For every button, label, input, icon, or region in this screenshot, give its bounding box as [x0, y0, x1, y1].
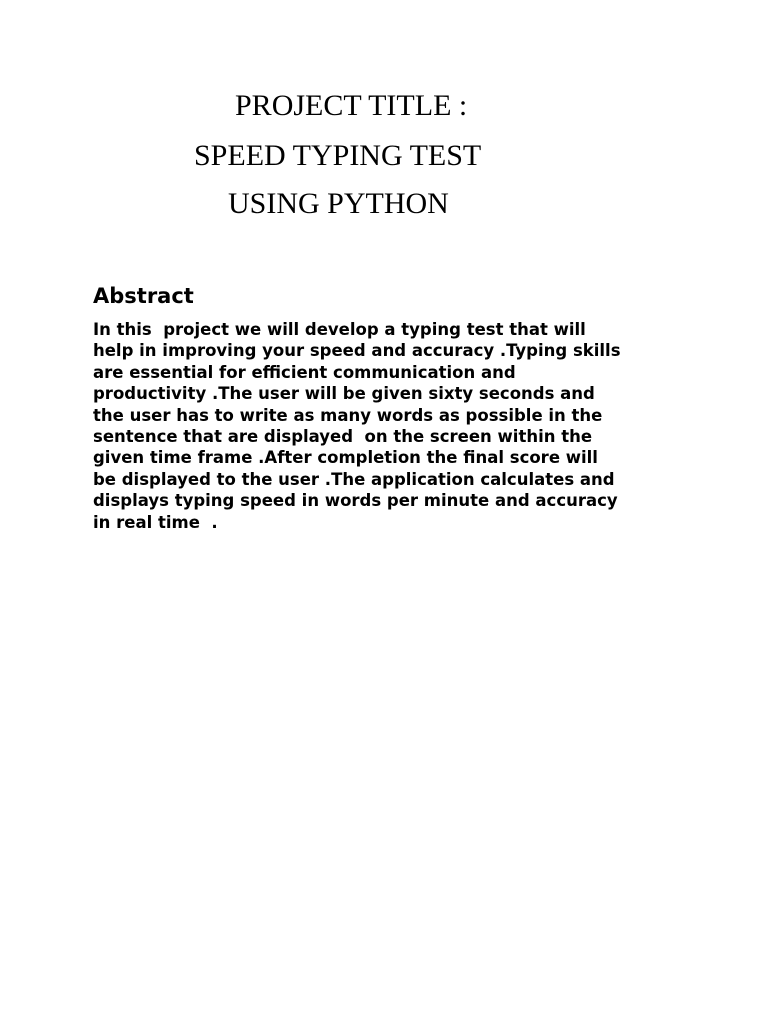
abstract-paragraph [93, 319, 693, 533]
abstract-line: in real time . [93, 512, 218, 532]
abstract-heading: Abstract [93, 284, 194, 308]
title-line-project-title: PROJECT TITLE : [235, 89, 468, 122]
abstract-line: help in improving your speed and accuracy .Typing skills [93, 341, 621, 361]
abstract-line: In this project we will develop a typing test that will [93, 320, 586, 339]
title-line-using-python: USING PYTHON [228, 187, 449, 220]
abstract-line: productivity .The user will be given sixty seconds and [93, 384, 595, 404]
abstract-line: sentence that are displayed on the screen within the [93, 427, 593, 447]
abstract-line: are essential for efficient communication and [93, 362, 516, 382]
abstract-line: given time frame .After completion the final score will [93, 448, 598, 468]
title-line-speed-typing-test: SPEED TYPING TEST [194, 139, 482, 172]
abstract-line: displays typing speed in words per minute and accuracy [93, 491, 618, 511]
abstract-line: be displayed to the user .The application calculates and [93, 469, 615, 489]
abstract-line: the user has to write as many words as possible in the [93, 405, 603, 425]
